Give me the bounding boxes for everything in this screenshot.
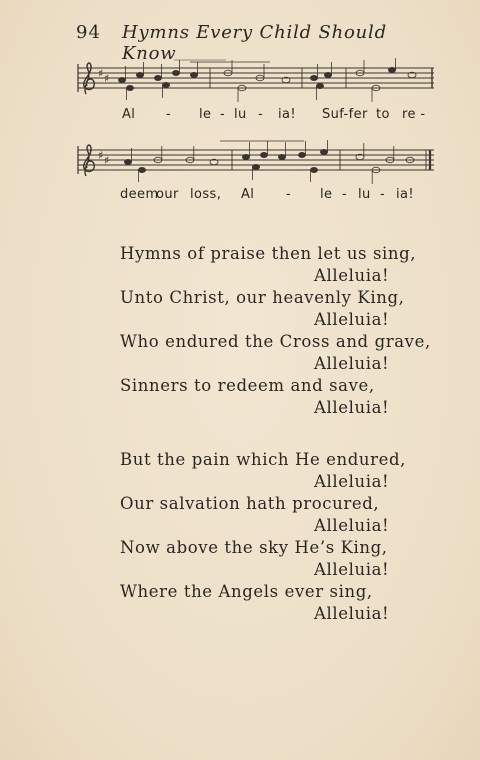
verse-line: Where the Angels ever sing, [120,582,373,601]
music-system-2 [70,138,436,186]
lyric-syllable: - [286,187,292,202]
lyrics-row-1 [0,107,480,125]
lyric-syllable: lu [234,107,247,122]
verse-line: Sinners to redeem and save, [120,376,375,395]
verse-line: But the pain which He endured, [120,450,407,469]
verse-refrain: Alleluia! [314,560,390,579]
svg-text:♯: ♯ [98,67,104,80]
page-header [76,22,406,64]
verse-line: Now above the sky He’s King, [120,538,388,557]
verse-stanza-1 [120,244,431,424]
music-system-1 [70,58,436,106]
verse-refrain: Alleluia! [314,354,390,373]
music-staff-2 [70,138,436,186]
lyric-syllable: - [220,107,226,122]
svg-text:♯: ♯ [104,154,110,167]
lyric-syllable: le [199,107,212,122]
verse-line: Hymns of praise then let us sing, [120,244,417,263]
lyric-syllable: loss, [190,187,222,202]
running-title: Hymns Every Child Should Know [122,22,387,64]
svg-text:♯: ♯ [104,72,110,85]
lyric-syllable: le [320,187,333,202]
verse-refrain: Alleluia! [314,604,390,623]
svg-text:♯: ♯ [98,149,104,162]
verse-refrain: Alleluia! [314,472,390,491]
verse-refrain: Alleluia! [314,266,390,285]
lyric-syllable: re - [402,107,426,122]
lyric-syllable: Suf-fer [322,107,368,122]
verse-line: Our salvation hath procured, [120,494,380,513]
lyrics-row-2 [0,187,480,205]
verse-line: Who endured the Cross and grave, [120,332,431,351]
lyric-syllable: - [380,187,386,202]
lyric-syllable: to [376,107,390,122]
lyric-syllable: deem [120,187,159,202]
lyric-syllable: - [342,187,348,202]
lyric-syllable: - [258,107,264,122]
verse-stanza-2 [120,450,407,630]
lyric-syllable: our [156,187,179,202]
verse-refrain: Alleluia! [314,310,390,329]
lyric-syllable: - [166,107,172,122]
music-staff-1 [70,58,436,106]
verse-refrain: Alleluia! [314,398,390,417]
lyric-syllable: ia! [396,187,414,202]
page-number: 94 [76,22,101,43]
lyric-syllable: Al [241,187,255,202]
lyric-syllable: Al [122,107,136,122]
verse-line: Unto Christ, our heavenly King, [120,288,405,307]
lyric-syllable: lu [358,187,371,202]
lyric-syllable: ia! [278,107,296,122]
verse-refrain: Alleluia! [314,516,390,535]
